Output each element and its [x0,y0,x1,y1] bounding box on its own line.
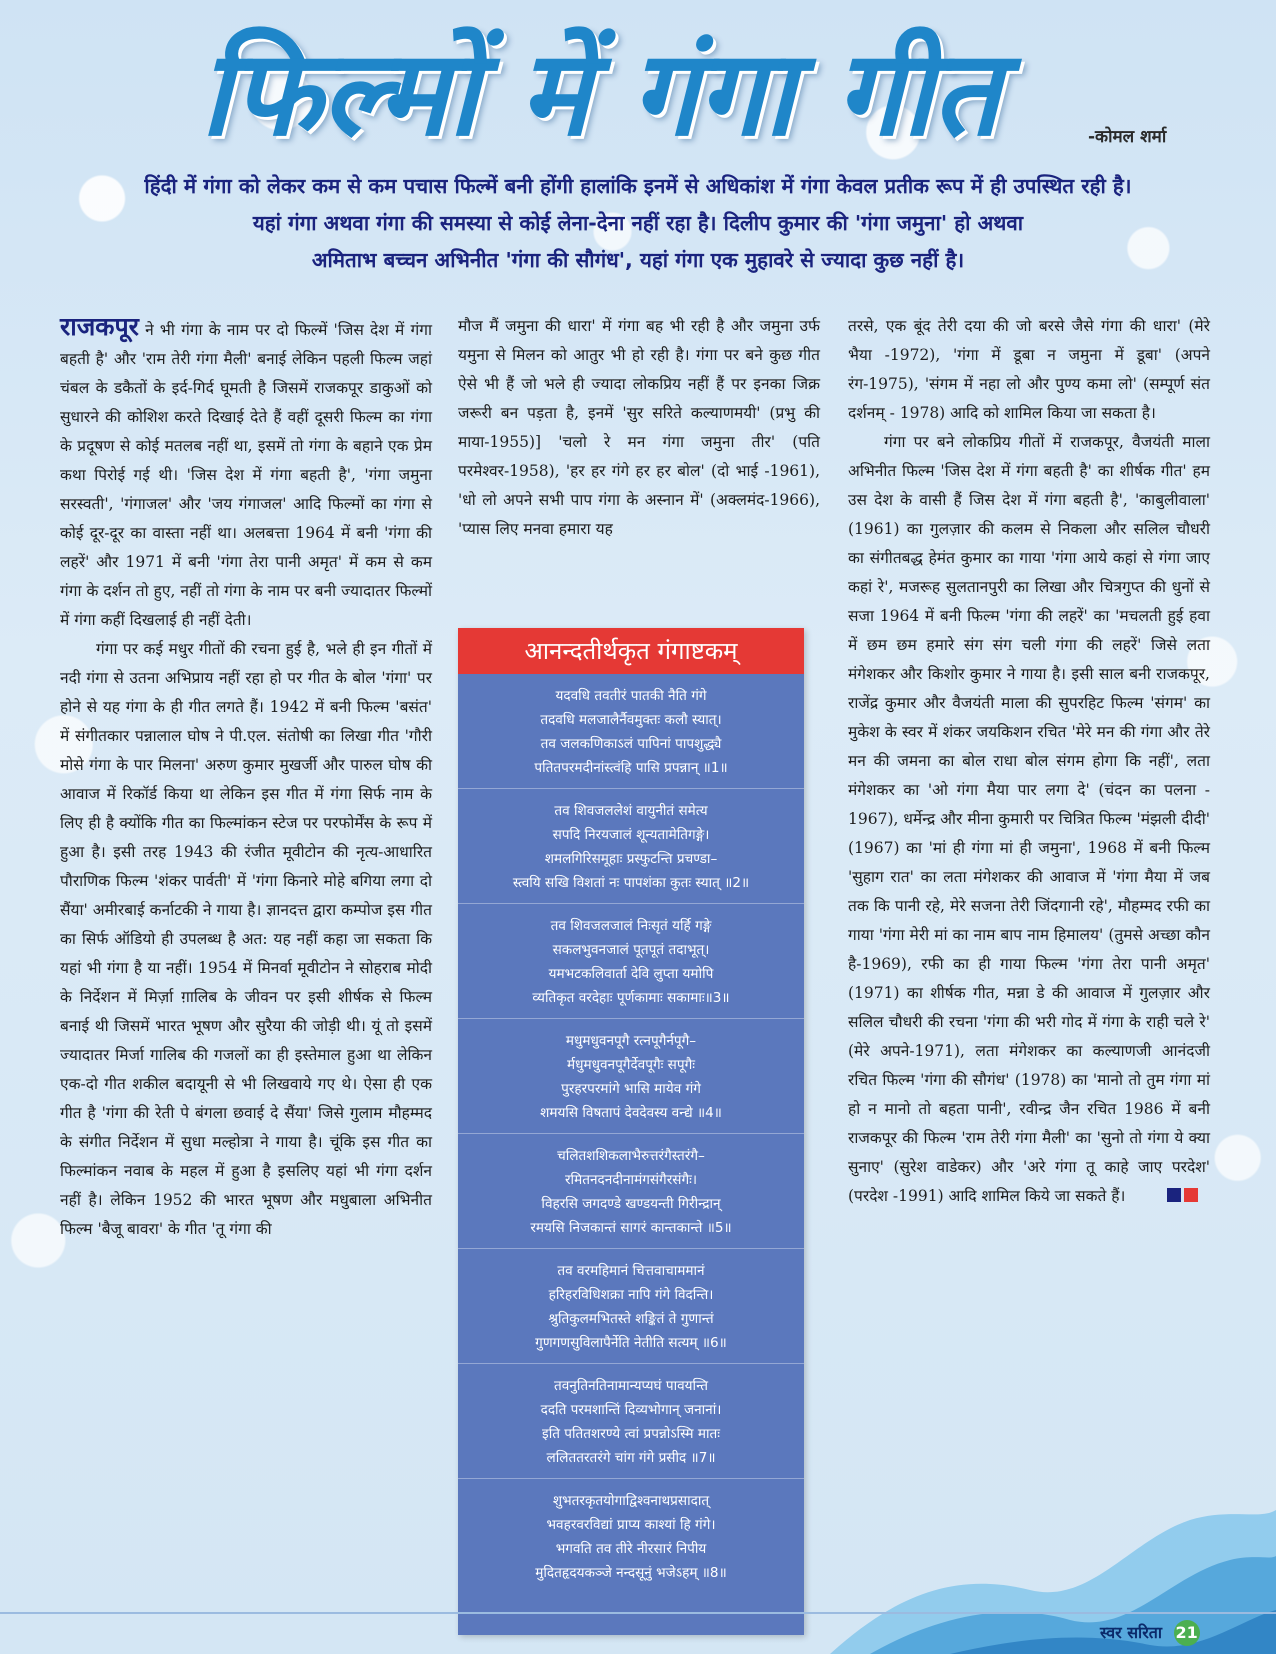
verse-line: तवनुतिनतिनामान्यप्यघं पावयन्ति [553,1378,708,1394]
verse-line: इति पतितशरण्ये त्वां प्रपन्नोऽस्मि मातः [542,1426,720,1442]
verse-line: चलितशशिकलाभैरुत्तरंगैस्तरंगै– [557,1148,705,1164]
verse-line: रमितनदनदीनामंगसंगैरसंगैः। [565,1172,697,1188]
verse-line: स्त्वयि सखि विशतां नः पापशंका कुतः स्यात् ॥2॥ [512,875,750,891]
verse-line: विहरसि जगदण्डे खण्डयन्ती गिरीन्द्रान् [541,1196,721,1212]
verse-line: श्रुतिकुलमभितस्ते शङ्कितं ते गुणान्तं [548,1311,714,1327]
verse-line: सकलभुवनजालं पूतपूतं तदाभूत्। [552,942,710,958]
verse-line: तव शिवजललेशं वायुनीतं समेत्य [554,803,708,819]
verse-line: तव वरमहिमानं चित्तवाचाममानं [557,1263,705,1279]
column-3 [848,312,1210,1212]
verse-line: यमभटकलिवार्ता देवि लुप्ता यमोपि [548,966,714,982]
intro-line: यहां गंगा अथवा गंगा की समस्या से कोई लेना-देना नहीं रहा है। दिलीप कुमार की 'गंगा जमुना' हो अथवा [252,211,1024,235]
page-number: 21 [1174,1620,1200,1646]
verse [458,799,804,904]
verse-line: र्मधुमधुवनपूगैर्देवपूगैः सपूगैः [567,1057,695,1073]
column-2 [458,312,820,544]
verse-line: भवहरवरविद्यां प्राप्य काश्यां हि गंगे। [546,1517,716,1533]
gangashtakam-sidebar [458,628,804,1635]
end-of-article-marks [1131,1183,1201,1212]
page-footer [1100,1620,1260,1648]
verse-line: ललिततरतरंगे चांग गंगे प्रसीद ॥7॥ [546,1450,716,1466]
verse-line: पुरहरपरमांगे भासि मायेव गंगे [561,1081,701,1097]
body-paragraph: तरसे, एक बूंद तेरी दया की जो बरसे जैसे गंगा की धारा' (मेरे भैया -1972), 'गंगा में डूबा न जमुना में डूबा' (अपने रंग-1975), 'संगम में नहा लो और पुण्य कमा लो' (सम्पूर्ण संत दर्शनम् - 1978) आदि को शामिल किया जा सकता है। [848,317,1210,422]
verse-line: पतितपरमदीनांस्त्वंहि पासि प्रपन्नान् ॥1॥ [534,760,728,776]
verse-line: सपदि निरयजालं शून्यतामेतिगङ्गे। [552,827,710,843]
verse-line: रमयसि निजकान्तं सागरं कान्तकान्ते ॥5॥ [530,1220,732,1236]
body-text: गंगा पर बने लोकप्रिय गीतों में राजकपूर, वैजयंती माला अभिनीत फिल्म 'जिस देश में गंगा बहती है' का शीर्षक गीत' हम उस देश के वासी हैं जिस देश में गंगा बहती है', 'काबुलीवाला' (1961) का गुलज़ार की कलम से निकला और सलिल चौधरी का संगीतबद्ध हेमंत कुमार का गाया 'गंगा आये कहां से गंगा जाए कहां रे', मजरूह सुलतानपुरी का लिखा और चित्रगुप्त की धुनों से सजा 1964 में बनी फिल्म 'गंगा की लहरें' का 'मचलती हुई हवा में छम छम हमारे संग संग चली गंगा की लहरें' जिसे लता मंगेशकर और किशोर कुमार ने गाया है। इसी साल बनी राजकपूर, राजेंद्र कुमार और वैजयंती माला की सुपरहिट फिल्म 'संगम' का मुकेश के स्वर में शंकर जयकिशन रचित 'मेरे मन की गंगा और तेरे मन की जमना का बोल राधा बोल संगम होगा कि नहीं', लता मंगेशकर का 'ओ गंगा मैया पार लगा दे' (चंदन का पलना - 1967), धर्मेन्द्र और मीना कुमारी पर चित्रित फिल्म 'मंझली दीदी' (1967) का 'मां ही गंगा मां ही जमुना', 1968 में बनी फिल्म 'सुहाग रात' का लता मंगेशकर की आवाज में 'गंगा मैया में जब तक कि पानी रहे, मेरे सजना तेरी जिंदगानी रहे', मौहम्मद रफी का गाया 'गंगा मेरी मां का नाम बाप नाम हिमालय' (तुमसे अच्छा कौन है-1969), रफी का ही गाया फिल्म 'गंगा तेरा पानी अमृत' (1971) का शीर्षक गीत, मन्ना डे की आवाज में गुलज़ार और सलिल चौधरी की रचना 'गंगा की भरी गोद में गंगा के राही चले रे' (मेरे अपने-1971), लता मंगेशकर का कल्याणजी आनंदजी रचित फिल्म 'गंगा की सौगंध' (1978) का 'मानो तो तुम गंगा मां हो न मानो तो बहता पानी', रवीन्द्र जैन रचित 1986 में बनी राजकपूर की फिल्म 'राम तेरी गंगा मैली' का 'सुनो तो गंगा ये क्या सुनाए' (सुरेश वाडेकर) और 'अरे गंगा तू काहे जाए परदेश' (परदेश -1991) आदि शामिल किये जा सकते हैं। [848,433,1210,1205]
footer-rule [0,1612,1276,1614]
verse-line: तव जलकणिकाऽलं पापिनां पापशुद्ध्यै [540,736,722,752]
verse-line: यदवधि तवतीरं पातकी नैति गंगे [555,688,707,704]
body-text: ने भी गंगा के नाम पर दो फिल्में 'जिस देश में गंगा बहती है' और 'राम तेरी गंगा मैली' बनाई लेकिन पहली फिल्म जहां चंबल के डकैतों के इर्द-गिर्द घूमती है जिसमें राजकपूर डाकुओं को सुधारने की कोशिश करते दिखाई देते हैं वहीं दूसरी फिल्म का गंगा के प्रदूषण से कोई मतलब नहीं था, इसमें तो गंगा के बहाने एक प्रेम कथा पिरोई गई थी। 'जिस देश में गंगा बहती है', 'गंगा जमुना सरस्वती', 'गंगाजल' और 'जय गंगाजल' आदि फिल्मों का गंगा से कोई दूर-दूर का वास्ता नहीं था। अलबत्ता 1964 में बनी 'गंगा की लहरें' और 1971 में बनी 'गंगा तेरा पानी अमृत' में कम से कम गंगा के दर्शन तो हुए, नहीं तो गंगा के नाम पर बनी ज्यादातर फिल्मों में गंगा कहीं दिखलाई ही नहीं देती। [60,321,432,629]
verse-line: तदवधि मलजालैर्नैवमुक्तः कलौ स्यात्। [540,712,722,728]
verse [458,1259,804,1364]
verse [458,1489,804,1593]
body-paragraph: गंगा पर कई मधुर गीतों की रचना हुई है, भले ही इन गीतों में नदी गंगा से उतना अभिप्राय नहीं रहा हो पर गीत के बोल 'गंगा' पर होने से यह गंगा के ही गीत लगते हैं। 1942 में बनी फिल्म 'बसंत' में संगीतकार पन्नालाल घोष ने पी.एल. संतोषी का लिखा गीत 'गौरी मोसे गंगा के पार मिलना' अरुण कुमार मुखर्जी और पारुल घोष की आवाज में रिकॉर्ड किया था लेकिन इस गीत में गंगा सिर्फ नाम के लिए ही है क्योंकि गीत का फिल्मांकन स्टेज पर परफोर्मेंस के रूप में हुआ है। इसी तरह 1943 की रंजीत मूवीटोन की नृत्य-आधारित पौराणिक फिल्म 'शंकर पार्वती' में 'गंगा किनारे मोहे बगिया लगा दो सैंया' अमीरबाई कर्नाटकी ने गाया है। ज्ञानदत्त द्वारा कम्पोज इस गीत का सिर्फ ऑडियो ही उपलब्ध है अत: यह नहीं कहा जा सकता कि यहां भी गंगा है या नहीं। 1954 में मिनर्वा मूवीटोन ने सोहराब मोदी के निर्देशन में मिर्ज़ा ग़ालिब के जीवन पर इसी शीर्षक से फिल्म बनाई थी जिसमें भारत भूषण और सुरैया की जोड़ी थी। यूं तो इसमें ज्यादातर मिर्जा गालिब की गजलों का ही इस्तेमाल हुआ था लेकिन एक-दो गीत शकील बदायूनी से भी लिखवाये गए थे। ऐसा ही एक गीत है 'गंगा की रेती पे बंगला छवाई दे सैंया' जिसे गुलाम मौहम्मद के संगीत निर्देशन में सुधा मल्होत्रा ने गाया है। चूंकि इस गीत का फिल्मांकन नवाब के महल में हुआ है इसलिए यहां भी गंगा दर्शन नहीं है। लेकिन 1952 की भारत भूषण और मधुबाला अभिनीत फिल्म 'बैजू बावरा' के गीत 'तू गंगा की [60,640,432,1238]
verse-line: गुणगणसुविलापैर्नेति नेतीति सत्यम् ॥6॥ [535,1335,727,1351]
verse-line: भगवति तव तीरे नीरसारं निपीय [555,1541,707,1557]
intro-line: अमिताभ बच्चन अभिनीत 'गंगा की सौगंध', यहां गंगा एक मुहावरे से ज्यादा कुछ नहीं है। [311,248,965,272]
verse-line: शमयसि विषतापं देवदेवस्य वन्द्ये ॥4॥ [540,1105,722,1121]
verse-line: शमलगिरिसमूहाः प्रस्फुटन्ति प्रचण्डा– [544,851,718,867]
verse [458,1144,804,1249]
verse-line: मुदितहृदयकञ्जे नन्दसूनुं भजेऽहम् ॥8॥ [535,1565,727,1581]
intro-line: हिंदी में गंगा को लेकर कम से कम पचास फिल्में बनी होंगी हालांकि इनमें से अधिकांश में गंगा केवल प्रतीक रूप में ही उपस्थित रही है। [144,174,1132,198]
magazine-name: स्वर सरिता [1100,1623,1163,1642]
verse-line: शुभतरकृतयोगाद्विश्वनाथप्रसादात् [552,1493,710,1509]
sidebar-title: आनन्दतीर्थकृत गंगाष्टकम् [458,628,804,674]
column-1 [60,312,432,1244]
intro-deck [60,168,1216,279]
verse [458,684,804,789]
lead-word: राजकपूर [60,312,139,341]
end-mark-red [1184,1188,1198,1202]
article-title: फिल्मों में गंगा गीत [200,24,1000,162]
end-mark-blue [1167,1188,1181,1202]
author-byline: -कोमल शर्मा [1088,127,1167,147]
verse [458,914,804,1019]
verse [458,1374,804,1479]
body-paragraph [60,312,432,635]
verse-line: हरिहरविधिशक्रा नापि गंगे विदन्ति। [548,1287,714,1303]
verse-line: व्यतिकृत वरदेहाः पूर्णकामाः सकामाः॥3॥ [532,990,730,1006]
body-paragraph [848,428,1210,1212]
verse [458,1029,804,1134]
verse-list [458,684,804,1603]
verse-line: मधुमधुवनपूगै रत्नपूगैर्नपूगै– [565,1033,697,1049]
verse-line: ददति परमशान्तिं दिव्यभोगान् जनानां। [540,1402,722,1418]
verse-line: तव शिवजलजालं निःसृतं यर्हि गङ्गे [550,918,712,934]
body-paragraph: मौज मैं जमुना की धारा' में गंगा बह भी रही है और जमुना उर्फ यमुना से मिलन को आतुर भी हो रही है। गंगा पर बने कुछ गीत ऐसे भी हैं जो भले ही ज्यादा लोकप्रिय नहीं हैं पर इनका जिक्र जरूरी बन पड़ता है, इनमें 'सुर सरिते कल्याणमयी' (प्रभु की माया-1955)] 'चलो रे मन गंगा जमुना तीर' (पति परमेश्वर-1958), 'हर हर गंगे हर हर बोल' (दो भाई -1961), 'धो लो अपने सभी पाप गंगा के अस्नान में' (अक्लमंद-1966), 'प्यास लिए मनवा हमारा यह [458,317,820,538]
